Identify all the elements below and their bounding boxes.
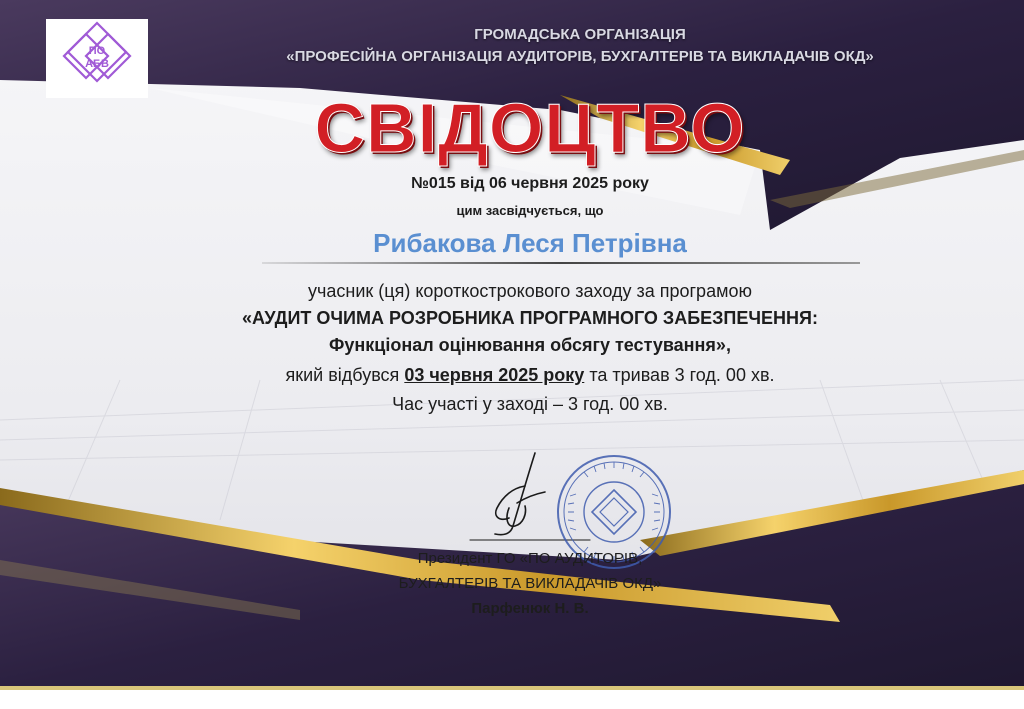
- participation-time: Час участі у заході – 3 год. 00 хв.: [392, 394, 668, 414]
- event-held-line: [150, 365, 910, 386]
- program-title-line1: «АУДИТ ОЧИМА РОЗРОБНИКА ПРОГРАМНОГО ЗАБЕЗПЕЧЕННЯ:: [242, 308, 818, 328]
- program-title-line2: Функціонал оцінювання обсягу тестування»,: [329, 335, 731, 355]
- organization-name: «ПРОФЕСІЙНА ОРГАНІЗАЦІЯ АУДИТОРІВ, БУХГАЛТЕРІВ ТА ВИКЛАДАЧІВ ОКД»: [286, 48, 874, 65]
- name-underline: [262, 262, 860, 264]
- signatory-name: Парфенюк Н. В.: [471, 600, 589, 617]
- recipient-name: Рибакова Леся Петрівна: [373, 228, 687, 258]
- participant-text: учасник (ця) короткострокового заходу за програмою: [308, 281, 752, 301]
- certify-text: цим засвідчується, що: [456, 203, 604, 218]
- signatory-title-line1: Президент ГО «ПО АУДИТОРІВ,: [417, 550, 643, 567]
- logo-text-top: ПО: [88, 45, 106, 57]
- held-prefix: який відбувся: [285, 365, 400, 385]
- signatory-title-line2: БУХГАЛТЕРІВ ТА ВИКЛАДАЧІВ ОКД»: [398, 575, 662, 592]
- event-date: 03 червня 2025 року: [404, 365, 585, 385]
- certificate-title: СВІДОЦТВО: [314, 89, 746, 167]
- held-suffix: та тривав 3 год. 00 хв.: [589, 365, 775, 385]
- organization-type: ГРОМАДСЬКА ОРГАНІЗАЦІЯ: [474, 26, 686, 43]
- logo-text-bottom: АБВ: [85, 58, 109, 70]
- logo-icon: [46, 19, 148, 98]
- certificate-number: №015 від 06 червня 2025 року: [411, 175, 649, 192]
- organization-logo: [46, 19, 148, 98]
